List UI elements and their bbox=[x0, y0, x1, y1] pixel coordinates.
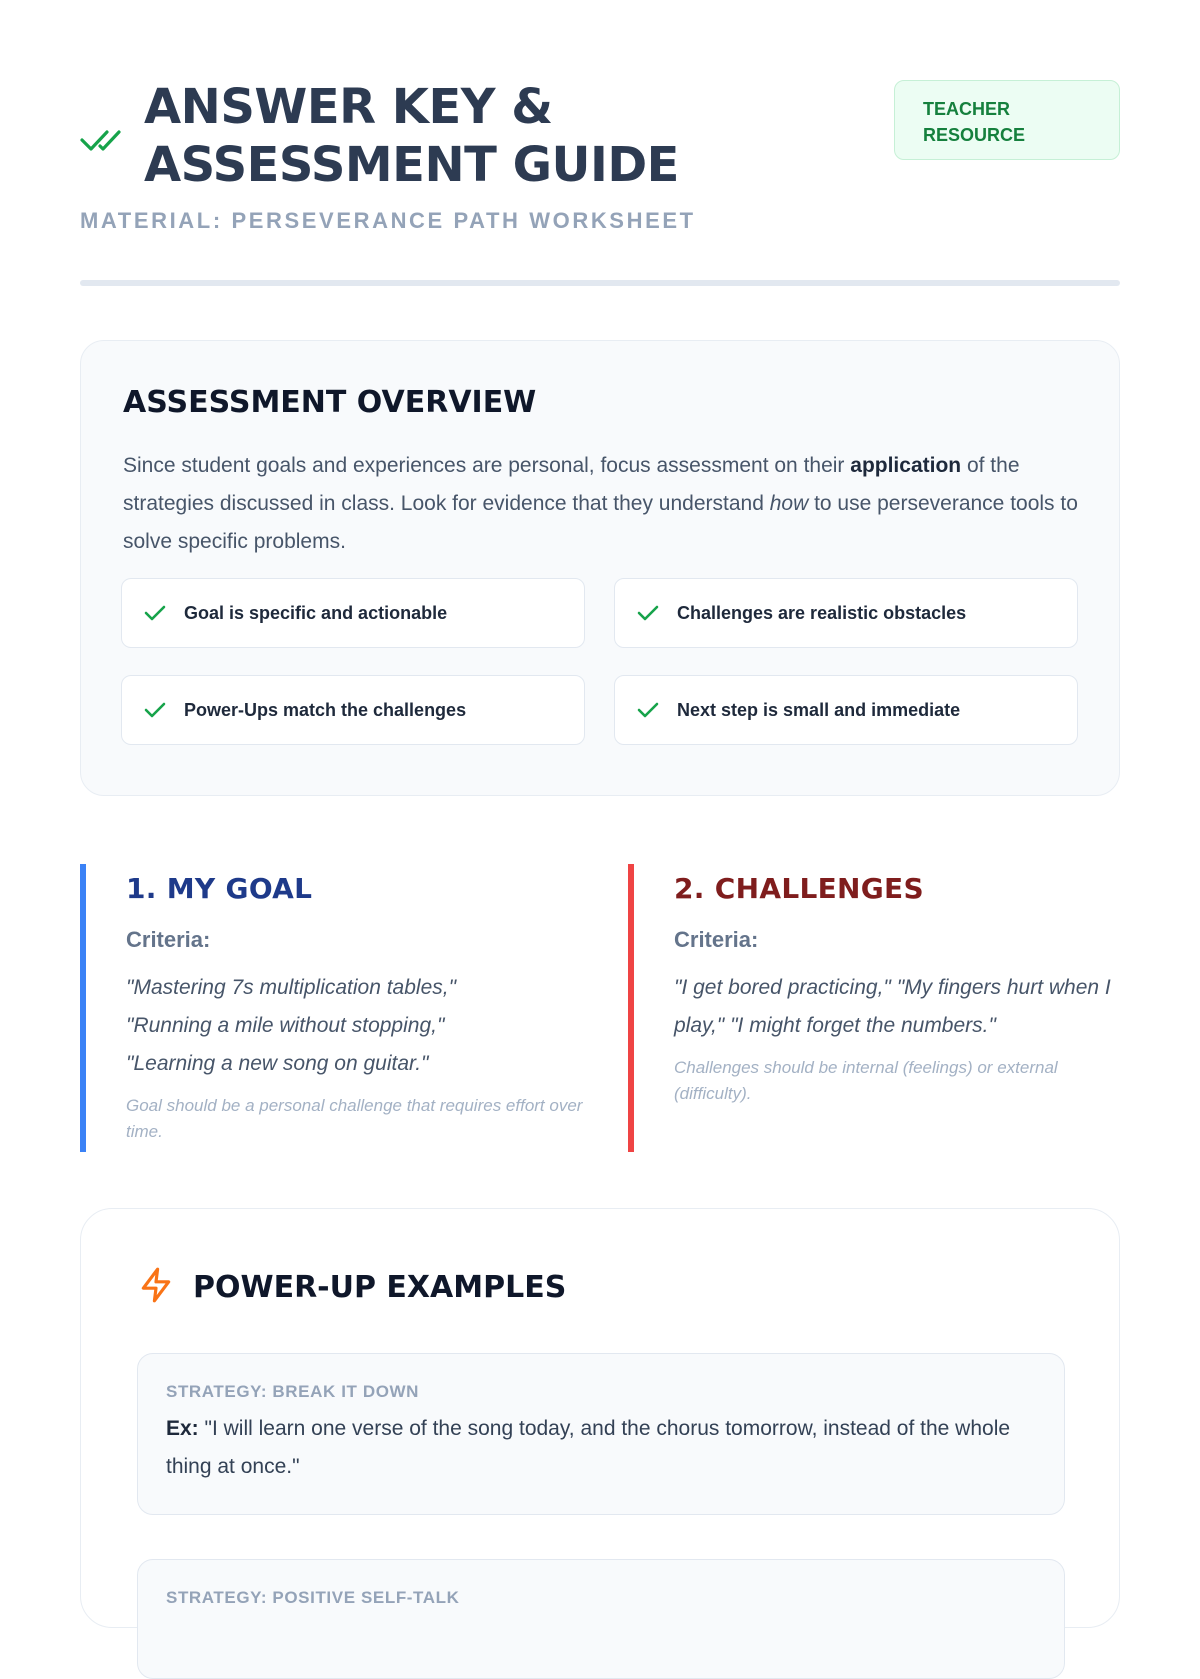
overview-text-part: Since student goals and experiences are personal, focus assessment on their bbox=[123, 454, 851, 477]
strategy-example bbox=[166, 1410, 1036, 1486]
my-goal-section bbox=[80, 864, 583, 1152]
criteria-label: Goal is specific and actionable bbox=[184, 602, 448, 623]
assessment-overview-card bbox=[80, 340, 1120, 796]
check-icon bbox=[144, 701, 170, 719]
page-title: ANSWER KEY & ASSESSMENT GUIDE bbox=[144, 79, 679, 193]
overview-text-bold: application bbox=[850, 454, 962, 477]
criteria-item bbox=[614, 675, 1078, 745]
challenges-heading: 2. CHALLENGES bbox=[674, 872, 924, 905]
overview-text-part: to use perseverance tools to solve specific problems. bbox=[123, 492, 1078, 553]
challenges-section bbox=[628, 864, 1128, 1152]
header-divider bbox=[80, 280, 1120, 286]
criteria-label: Challenges are realistic obstacles bbox=[677, 602, 967, 623]
criteria-item bbox=[121, 675, 585, 745]
challenges-accent-bar bbox=[628, 864, 634, 1152]
strategy-card bbox=[137, 1559, 1065, 1679]
challenges-examples: "I get bored practicing," "My fingers hurt when I play," "I might forget the numbers." bbox=[674, 976, 1111, 1037]
teacher-resource-badge: TEACHER RESOURCE bbox=[894, 80, 1120, 160]
goal-heading: 1. MY GOAL bbox=[126, 872, 313, 905]
goal-note: Goal should be a personal challenge that requires effort over time. bbox=[126, 1096, 583, 1141]
example-text: "I will learn one verse of the song today, and the chorus tomorrow, instead of the whole thing at once." bbox=[166, 1417, 1011, 1478]
strategy-name: STRATEGY: POSITIVE SELF-TALK bbox=[166, 1588, 460, 1607]
criteria-label: Next step is small and immediate bbox=[677, 699, 961, 720]
header bbox=[80, 78, 1120, 194]
goal-examples: "Mastering 7s multiplication tables," "Running a mile without stopping," "Learning a new song on guitar." bbox=[126, 976, 457, 1075]
goal-criteria-label: Criteria: bbox=[126, 927, 211, 952]
criteria-label: Power-Ups match the challenges bbox=[184, 699, 467, 720]
check-icon bbox=[144, 604, 170, 622]
overview-text bbox=[123, 447, 1083, 561]
lightning-icon bbox=[137, 1265, 175, 1310]
double-check-icon bbox=[80, 126, 124, 161]
criteria-item bbox=[121, 578, 585, 648]
check-icon bbox=[637, 701, 663, 719]
challenges-note: Challenges should be internal (feelings) or external (difficulty). bbox=[674, 1058, 1058, 1103]
goal-accent-bar bbox=[80, 864, 86, 1152]
material-subtitle: MATERIAL: PERSEVERANCE PATH WORKSHEET bbox=[80, 208, 696, 233]
overview-text-part: of the strategies discussed in class. Look for evidence that they understand bbox=[123, 454, 1020, 515]
power-up-examples-card bbox=[80, 1208, 1120, 1628]
example-label: Ex: bbox=[166, 1417, 199, 1440]
criteria-item bbox=[614, 578, 1078, 648]
strategy-card bbox=[137, 1353, 1065, 1515]
challenges-criteria-label: Criteria: bbox=[674, 927, 759, 952]
overview-text-italic: how bbox=[769, 492, 809, 515]
check-icon bbox=[637, 604, 663, 622]
strategy-name: STRATEGY: BREAK IT DOWN bbox=[166, 1382, 420, 1401]
power-up-heading: POWER-UP EXAMPLES bbox=[193, 1270, 567, 1305]
overview-heading: ASSESSMENT OVERVIEW bbox=[123, 385, 537, 420]
